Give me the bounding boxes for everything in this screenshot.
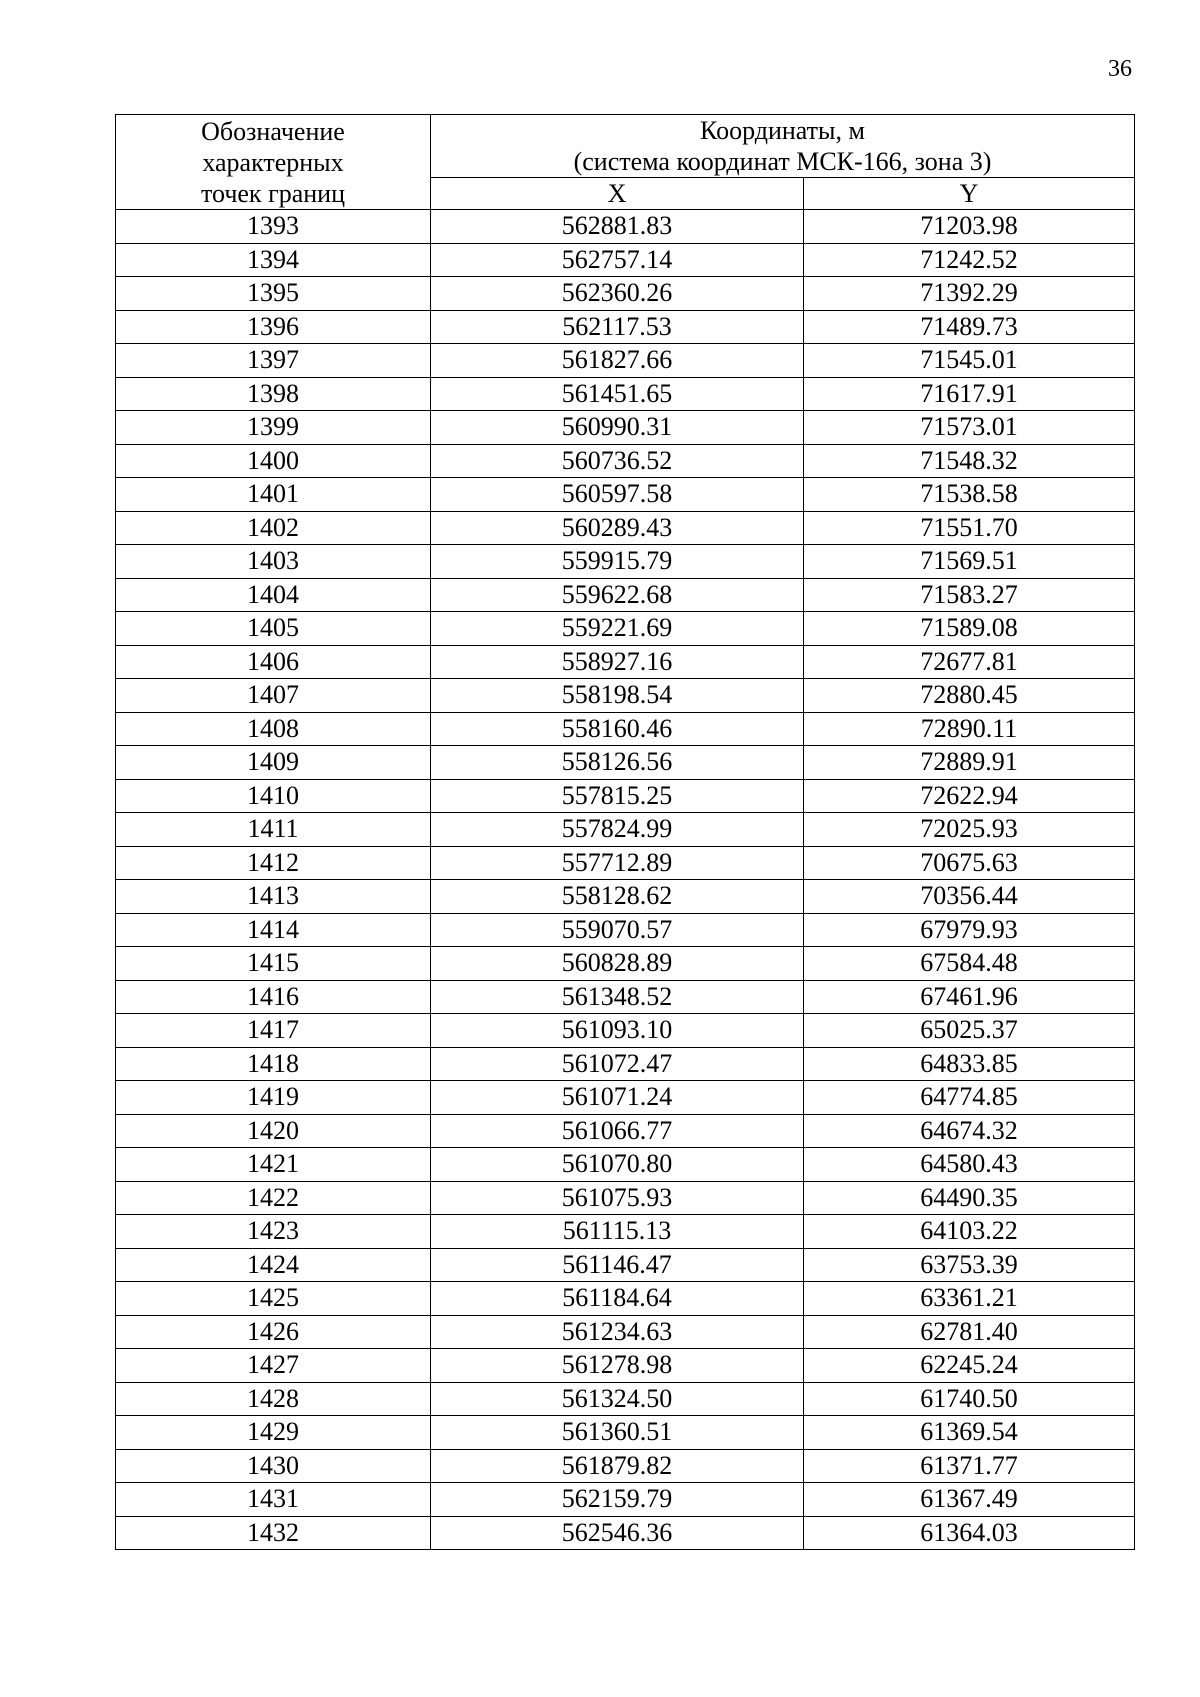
point-id-cell: 1420 — [116, 1114, 431, 1148]
table-row — [116, 277, 1135, 311]
x-coordinate-cell: 562360.26 — [431, 277, 804, 311]
coordinates-subtitle: (система координат МСК-166, зона 3) — [573, 147, 992, 176]
y-coordinate-cell: 72889.91 — [804, 746, 1135, 780]
point-id-cell: 1415 — [116, 947, 431, 981]
y-coordinate-cell: 71545.01 — [804, 344, 1135, 378]
coordinates-header — [431, 115, 1135, 178]
table-row — [116, 1148, 1135, 1182]
point-id-cell: 1426 — [116, 1315, 431, 1349]
y-coordinate-cell: 70675.63 — [804, 846, 1135, 880]
y-coordinate-cell: 64490.35 — [804, 1181, 1135, 1215]
point-id-cell: 1405 — [116, 612, 431, 646]
table-body — [116, 210, 1135, 1550]
y-coordinate-cell: 64774.85 — [804, 1081, 1135, 1115]
y-coordinate-cell: 71392.29 — [804, 277, 1135, 311]
table-row — [116, 411, 1135, 445]
x-coordinate-cell: 558927.16 — [431, 645, 804, 679]
table-row — [116, 1047, 1135, 1081]
x-column-header: X — [431, 178, 804, 210]
x-coordinate-cell: 558160.46 — [431, 712, 804, 746]
table-row — [116, 846, 1135, 880]
point-id-cell: 1403 — [116, 545, 431, 579]
point-header-line-2: характерных — [202, 147, 344, 177]
y-coordinate-cell: 64580.43 — [804, 1148, 1135, 1182]
y-coordinate-cell: 72025.93 — [804, 813, 1135, 847]
x-coordinate-cell: 561360.51 — [431, 1416, 804, 1450]
table-row — [116, 1382, 1135, 1416]
point-id-cell: 1412 — [116, 846, 431, 880]
x-coordinate-cell: 560736.52 — [431, 444, 804, 478]
point-id-cell: 1425 — [116, 1282, 431, 1316]
x-coordinate-cell: 560828.89 — [431, 947, 804, 981]
point-id-cell: 1413 — [116, 880, 431, 914]
table-row — [116, 377, 1135, 411]
coordinates-title: Координаты, м — [700, 116, 865, 145]
x-coordinate-cell: 561075.93 — [431, 1181, 804, 1215]
x-coordinate-cell: 561827.66 — [431, 344, 804, 378]
point-id-cell: 1432 — [116, 1516, 431, 1550]
x-coordinate-cell: 561146.47 — [431, 1248, 804, 1282]
point-id-cell: 1409 — [116, 746, 431, 780]
point-id-cell: 1399 — [116, 411, 431, 445]
point-header-line-1: Обозначение — [201, 116, 345, 146]
table-row — [116, 210, 1135, 244]
y-coordinate-cell: 62781.40 — [804, 1315, 1135, 1349]
table-row — [116, 813, 1135, 847]
table-row — [116, 947, 1135, 981]
point-id-cell: 1397 — [116, 344, 431, 378]
x-coordinate-cell: 561071.24 — [431, 1081, 804, 1115]
x-coordinate-cell: 558126.56 — [431, 746, 804, 780]
x-coordinate-cell: 562159.79 — [431, 1483, 804, 1517]
table-row — [116, 1516, 1135, 1550]
point-designation-header — [116, 115, 431, 210]
y-coordinate-cell: 63361.21 — [804, 1282, 1135, 1316]
table-row — [116, 344, 1135, 378]
x-coordinate-cell: 561070.80 — [431, 1148, 804, 1182]
table-header — [116, 115, 1135, 210]
table-row — [116, 1449, 1135, 1483]
table-row — [116, 1248, 1135, 1282]
x-coordinate-cell: 557712.89 — [431, 846, 804, 880]
x-coordinate-cell: 561115.13 — [431, 1215, 804, 1249]
x-coordinate-cell: 562881.83 — [431, 210, 804, 244]
x-coordinate-cell: 558198.54 — [431, 679, 804, 713]
table-row — [116, 1483, 1135, 1517]
table-row — [116, 310, 1135, 344]
x-coordinate-cell: 562757.14 — [431, 243, 804, 277]
table-row — [116, 1215, 1135, 1249]
y-coordinate-cell: 61740.50 — [804, 1382, 1135, 1416]
page-number: 36 — [1108, 56, 1132, 82]
point-id-cell: 1411 — [116, 813, 431, 847]
y-coordinate-cell: 67461.96 — [804, 980, 1135, 1014]
y-coordinate-cell: 61364.03 — [804, 1516, 1135, 1550]
y-coordinate-cell: 71583.27 — [804, 578, 1135, 612]
y-coordinate-cell: 71203.98 — [804, 210, 1135, 244]
table-row — [116, 679, 1135, 713]
point-id-cell: 1416 — [116, 980, 431, 1014]
y-column-header: Y — [804, 178, 1135, 210]
table-row — [116, 1315, 1135, 1349]
point-id-cell: 1410 — [116, 779, 431, 813]
point-id-cell: 1418 — [116, 1047, 431, 1081]
table-row — [116, 243, 1135, 277]
point-id-cell: 1431 — [116, 1483, 431, 1517]
point-id-cell: 1400 — [116, 444, 431, 478]
y-coordinate-cell: 71573.01 — [804, 411, 1135, 445]
y-coordinate-cell: 72677.81 — [804, 645, 1135, 679]
x-coordinate-cell: 561278.98 — [431, 1349, 804, 1383]
y-coordinate-cell: 63753.39 — [804, 1248, 1135, 1282]
point-id-cell: 1398 — [116, 377, 431, 411]
table-row — [116, 712, 1135, 746]
x-coordinate-cell: 558128.62 — [431, 880, 804, 914]
table-row — [116, 511, 1135, 545]
table-row — [116, 1181, 1135, 1215]
point-id-cell: 1393 — [116, 210, 431, 244]
point-id-cell: 1430 — [116, 1449, 431, 1483]
point-id-cell: 1401 — [116, 478, 431, 512]
x-coordinate-cell: 561348.52 — [431, 980, 804, 1014]
point-header-line-3: точек границ — [200, 178, 346, 208]
table-row — [116, 645, 1135, 679]
x-coordinate-cell: 561093.10 — [431, 1014, 804, 1048]
y-coordinate-cell: 61367.49 — [804, 1483, 1135, 1517]
point-id-cell: 1407 — [116, 679, 431, 713]
point-id-cell: 1402 — [116, 511, 431, 545]
point-id-cell: 1404 — [116, 578, 431, 612]
y-coordinate-cell: 61369.54 — [804, 1416, 1135, 1450]
x-coordinate-cell: 559070.57 — [431, 913, 804, 947]
x-coordinate-cell: 562117.53 — [431, 310, 804, 344]
y-coordinate-cell: 72622.94 — [804, 779, 1135, 813]
y-coordinate-cell: 64103.22 — [804, 1215, 1135, 1249]
x-coordinate-cell: 561066.77 — [431, 1114, 804, 1148]
x-coordinate-cell: 557815.25 — [431, 779, 804, 813]
x-coordinate-cell: 560289.43 — [431, 511, 804, 545]
table-row — [116, 746, 1135, 780]
table-row — [116, 1114, 1135, 1148]
point-id-cell: 1427 — [116, 1349, 431, 1383]
table-row — [116, 578, 1135, 612]
point-id-cell: 1406 — [116, 645, 431, 679]
point-id-cell: 1422 — [116, 1181, 431, 1215]
table-row — [116, 913, 1135, 947]
y-coordinate-cell: 67979.93 — [804, 913, 1135, 947]
point-id-cell: 1421 — [116, 1148, 431, 1182]
table-row — [116, 1349, 1135, 1383]
y-coordinate-cell: 72890.11 — [804, 712, 1135, 746]
x-coordinate-cell: 562546.36 — [431, 1516, 804, 1550]
table-row — [116, 1014, 1135, 1048]
y-coordinate-cell: 64674.32 — [804, 1114, 1135, 1148]
point-id-cell: 1428 — [116, 1382, 431, 1416]
table-row — [116, 1081, 1135, 1115]
x-coordinate-cell: 559622.68 — [431, 578, 804, 612]
x-coordinate-cell: 560990.31 — [431, 411, 804, 445]
point-id-cell: 1429 — [116, 1416, 431, 1450]
x-coordinate-cell: 559915.79 — [431, 545, 804, 579]
y-coordinate-cell: 71551.70 — [804, 511, 1135, 545]
y-coordinate-cell: 67584.48 — [804, 947, 1135, 981]
y-coordinate-cell: 62245.24 — [804, 1349, 1135, 1383]
point-id-cell: 1419 — [116, 1081, 431, 1115]
y-coordinate-cell: 61371.77 — [804, 1449, 1135, 1483]
table-row — [116, 444, 1135, 478]
y-coordinate-cell: 72880.45 — [804, 679, 1135, 713]
point-id-cell: 1408 — [116, 712, 431, 746]
x-coordinate-cell: 559221.69 — [431, 612, 804, 646]
table-row — [116, 612, 1135, 646]
table-row — [116, 1282, 1135, 1316]
point-id-cell: 1417 — [116, 1014, 431, 1048]
x-coordinate-cell: 561072.47 — [431, 1047, 804, 1081]
point-id-cell: 1414 — [116, 913, 431, 947]
x-coordinate-cell: 557824.99 — [431, 813, 804, 847]
y-coordinate-cell: 71589.08 — [804, 612, 1135, 646]
x-coordinate-cell: 560597.58 — [431, 478, 804, 512]
x-coordinate-cell: 561234.63 — [431, 1315, 804, 1349]
coordinates-table — [115, 114, 1135, 1550]
y-coordinate-cell: 71489.73 — [804, 310, 1135, 344]
x-coordinate-cell: 561879.82 — [431, 1449, 804, 1483]
x-coordinate-cell: 561324.50 — [431, 1382, 804, 1416]
table-row — [116, 779, 1135, 813]
y-coordinate-cell: 64833.85 — [804, 1047, 1135, 1081]
table-row — [116, 980, 1135, 1014]
table-row — [116, 1416, 1135, 1450]
table-row — [116, 545, 1135, 579]
y-coordinate-cell: 71617.91 — [804, 377, 1135, 411]
table-row — [116, 880, 1135, 914]
x-coordinate-cell: 561451.65 — [431, 377, 804, 411]
x-coordinate-cell: 561184.64 — [431, 1282, 804, 1316]
y-coordinate-cell: 71242.52 — [804, 243, 1135, 277]
table-row — [116, 478, 1135, 512]
y-coordinate-cell: 71548.32 — [804, 444, 1135, 478]
point-id-cell: 1396 — [116, 310, 431, 344]
y-coordinate-cell: 70356.44 — [804, 880, 1135, 914]
point-id-cell: 1395 — [116, 277, 431, 311]
y-coordinate-cell: 71538.58 — [804, 478, 1135, 512]
y-coordinate-cell: 65025.37 — [804, 1014, 1135, 1048]
point-id-cell: 1394 — [116, 243, 431, 277]
point-id-cell: 1423 — [116, 1215, 431, 1249]
point-id-cell: 1424 — [116, 1248, 431, 1282]
y-coordinate-cell: 71569.51 — [804, 545, 1135, 579]
